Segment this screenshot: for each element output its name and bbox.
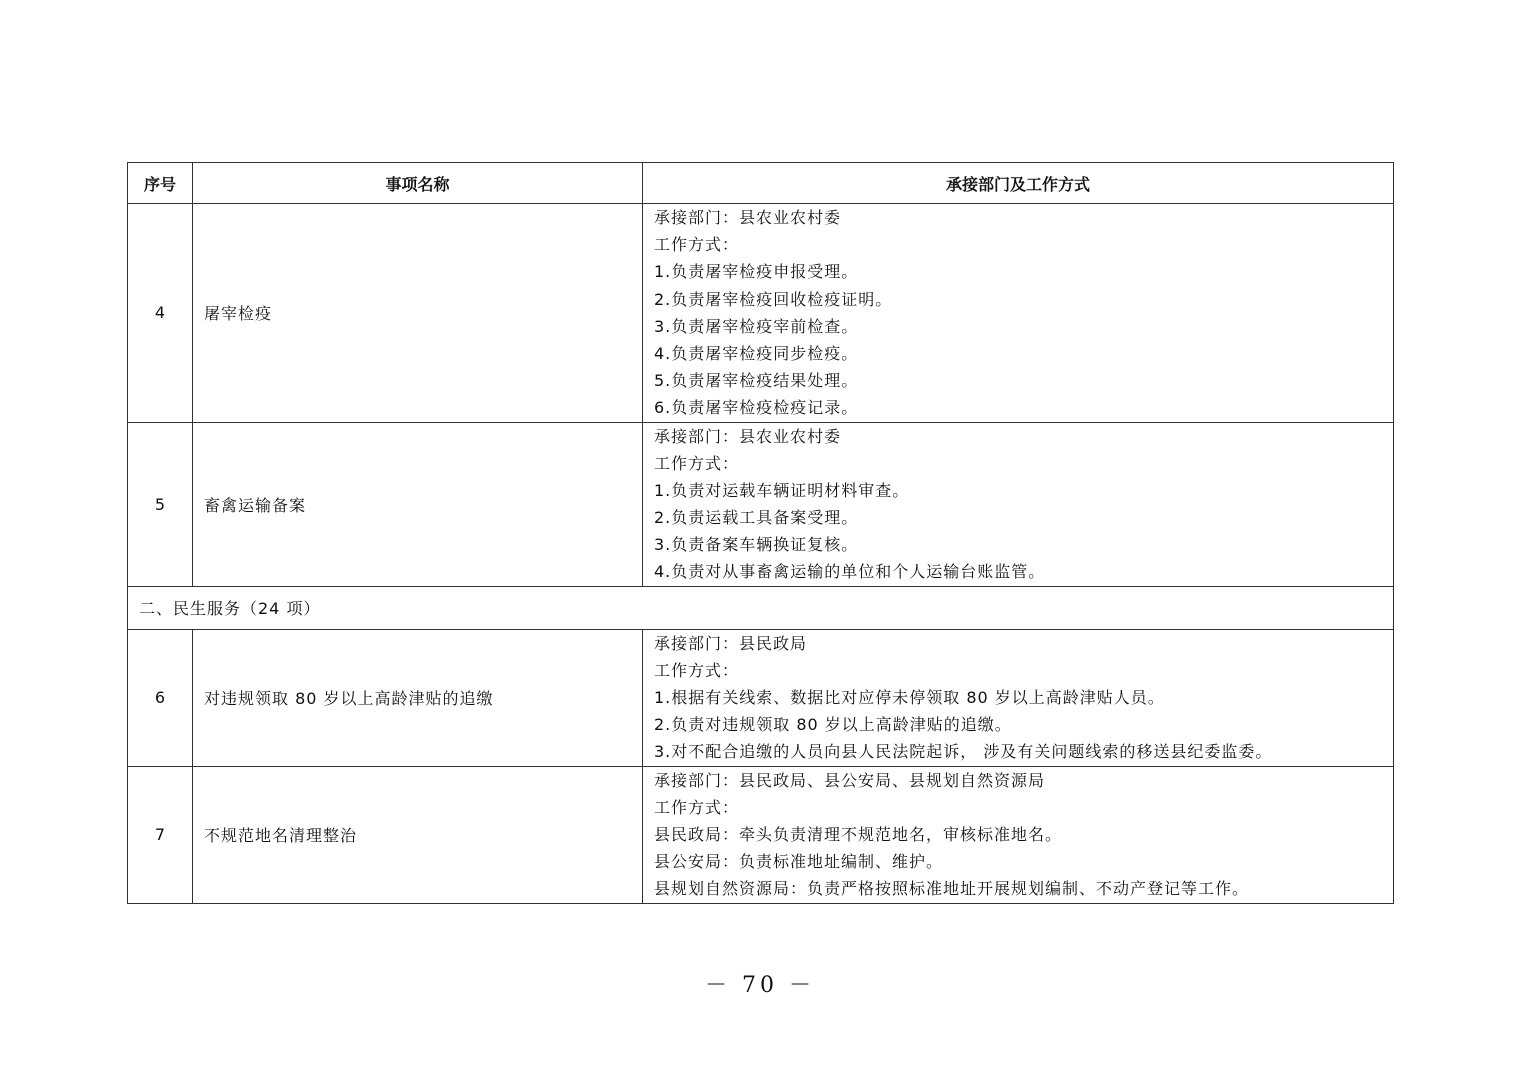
detail-line: 3.对不配合追缴的人员向县人民法院起诉， 涉及有关问题线索的移送县纪委监委。 — [654, 742, 1273, 762]
page-number: － 70 － — [705, 973, 815, 998]
detail-line: 1.负责对运载车辆证明材料审查。 — [654, 480, 910, 500]
detail-line: 承接部门：县农业农村委 — [654, 426, 842, 446]
header-department-method: 承接部门及工作方式 — [643, 163, 1394, 204]
detail-line: 6.负责屠宰检疫检疫记录。 — [654, 398, 859, 418]
row-serial: 4 — [128, 204, 193, 423]
row-serial: 7 — [128, 766, 193, 903]
row-detail — [643, 204, 1394, 423]
detail-line: 承接部门：县民政局 — [654, 633, 808, 653]
detail-line: 工作方式： — [654, 235, 740, 255]
row-serial: 5 — [128, 422, 193, 586]
section-title: 二、民生服务（24 项） — [128, 586, 1394, 629]
detail-line: 工作方式： — [654, 453, 740, 473]
detail-line: 县公安局：负责标准地址编制、维护。 — [654, 852, 944, 872]
detail-line: 5.负责屠宰检疫结果处理。 — [654, 371, 859, 391]
detail-line: 承接部门：县民政局、县公安局、县规划自然资源局 — [654, 770, 1046, 790]
row-detail — [643, 422, 1394, 586]
table-header-row — [128, 163, 1394, 204]
detail-line: 1.负责屠宰检疫申报受理。 — [654, 262, 859, 282]
row-matter-name: 对违规领取 80 岁以上高龄津贴的追缴 — [193, 629, 643, 766]
header-serial: 序号 — [128, 163, 193, 204]
detail-line: 2.负责运载工具备案受理。 — [654, 508, 859, 528]
detail-line: 县民政局：牵头负责清理不规范地名，审核标准地名。 — [654, 824, 1063, 844]
detail-line: 工作方式： — [654, 660, 740, 680]
detail-line: 3.负责备案车辆换证复核。 — [654, 535, 859, 555]
detail-line: 1.根据有关线索、数据比对应停未停领取 80 岁以上高龄津贴人员。 — [654, 688, 1165, 707]
detail-line: 3.负责屠宰检疫宰前检查。 — [654, 316, 859, 336]
detail-line: 承接部门：县农业农村委 — [654, 208, 842, 227]
table-row — [128, 422, 1394, 586]
table-row — [128, 204, 1394, 423]
table-row — [128, 629, 1394, 766]
table-row — [128, 766, 1394, 903]
detail-line: 2.负责屠宰检疫回收检疫证明。 — [654, 289, 893, 309]
header-matter-name: 事项名称 — [193, 163, 643, 204]
row-matter-name: 畜禽运输备案 — [193, 422, 643, 586]
row-serial: 6 — [128, 629, 193, 766]
matters-table — [127, 162, 1394, 904]
row-detail — [643, 766, 1394, 903]
detail-line: 2.负责对违规领取 80 岁以上高龄津贴的追缴。 — [654, 715, 1012, 735]
detail-line: 工作方式： — [654, 797, 740, 817]
detail-line: 县规划自然资源局：负责严格按照标准地址开展规划编制、不动产登记等工作。 — [654, 879, 1250, 899]
detail-line: 4.负责对从事畜禽运输的单位和个人运输台账监管。 — [654, 562, 1046, 582]
row-matter-name: 不规范地名清理整治 — [193, 766, 643, 903]
section-row — [128, 586, 1394, 629]
detail-line: 4.负责屠宰检疫同步检疫。 — [654, 343, 859, 363]
row-detail — [643, 629, 1394, 766]
row-matter-name: 屠宰检疫 — [193, 204, 643, 423]
